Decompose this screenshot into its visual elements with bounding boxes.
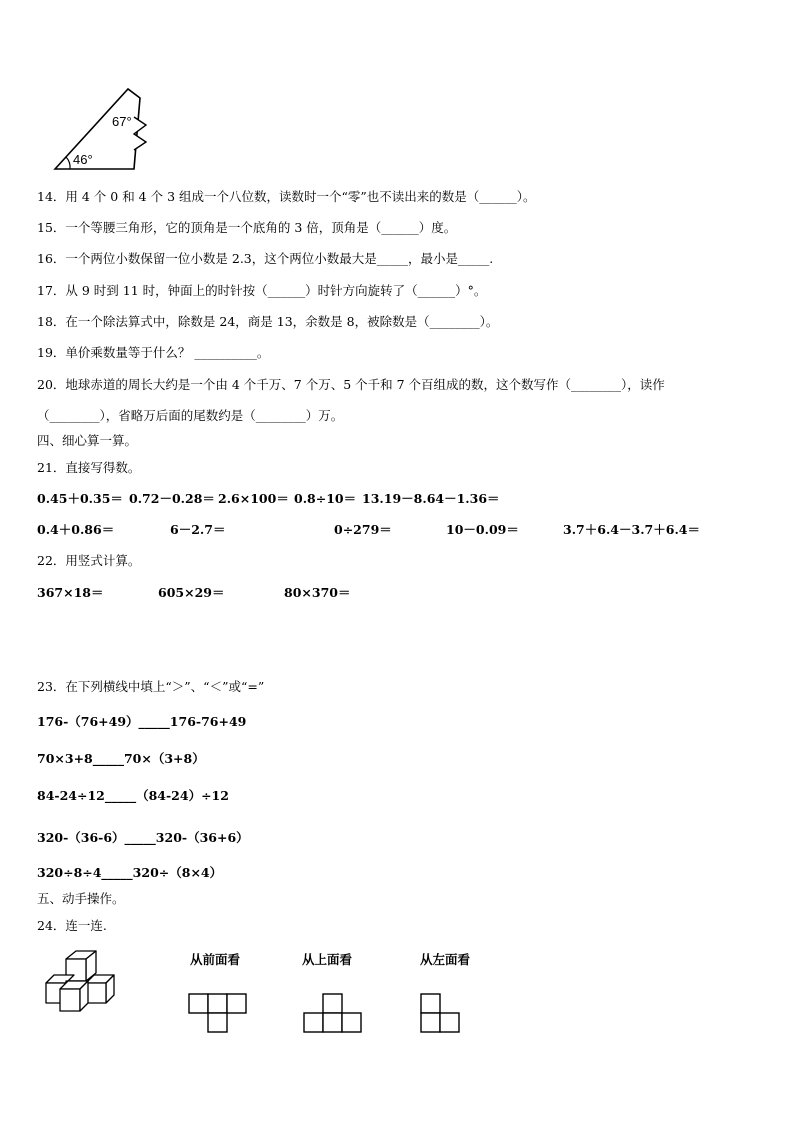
cube-stack-figure bbox=[40, 946, 140, 1026]
view-label-left: 从左面看 bbox=[420, 952, 471, 967]
calc-item: 0.4＋0.86＝ bbox=[37, 522, 115, 537]
vertical-calc-item: 367×18＝ bbox=[37, 585, 104, 600]
triangle-figure bbox=[50, 82, 180, 202]
view-shape-inverted-t bbox=[303, 993, 373, 1043]
question-20-line2: （________），省略万后面的尾数约是（________）万。 bbox=[37, 408, 344, 423]
compare-item: 84-24÷12_____（84-24）÷12 bbox=[37, 788, 229, 803]
calc-item: 0.8÷10＝ bbox=[294, 491, 357, 506]
vertical-calc-item: 605×29＝ bbox=[158, 585, 225, 600]
vertical-calc-item: 80×370＝ bbox=[284, 585, 351, 600]
triangle-outline bbox=[55, 89, 140, 169]
question-14: 14．用 4 个 0 和 4 个 3 组成一个八位数，读数时一个“零”也不读出来的数是（______）。 bbox=[37, 189, 536, 204]
calc-item: 0÷279＝ bbox=[334, 522, 392, 537]
question-17: 17．从 9 时到 11 时，钟面上的时针按（______）时针方向旋转了（______）°。 bbox=[37, 283, 487, 298]
torn-edge bbox=[134, 117, 146, 150]
view-shape-t bbox=[188, 993, 258, 1043]
view-shape-l bbox=[420, 993, 480, 1043]
compare-item: 70×3+8_____70×（3+8） bbox=[37, 751, 205, 766]
compare-item: 320-（36-6）_____320-（36+6） bbox=[37, 830, 249, 845]
question-21-title: 21．直接写得数。 bbox=[37, 460, 141, 475]
calc-item: 6－2.7＝ bbox=[170, 522, 226, 537]
compare-item: 320÷8÷4_____320÷（8×4） bbox=[37, 865, 223, 880]
calc-item: 13.19－8.64－1.36＝ bbox=[362, 491, 500, 506]
calc-item: 0.45＋0.35＝ bbox=[37, 491, 123, 506]
calc-item: 3.7＋6.4－3.7＋6.4＝ bbox=[563, 522, 700, 537]
question-23-title: 23．在下列横线中填上“＞”、“＜”或“=” bbox=[37, 679, 265, 694]
section-4-title: 四、细心算一算。 bbox=[37, 433, 138, 448]
question-24-title: 24．连一连. bbox=[37, 918, 107, 933]
question-22-title: 22．用竖式计算。 bbox=[37, 553, 141, 568]
angle-67-label: 67° bbox=[112, 114, 132, 129]
section-5-title: 五、动手操作。 bbox=[37, 891, 125, 906]
question-15: 15．一个等腰三角形，它的顶角是一个底角的 3 倍，顶角是（______）度。 bbox=[37, 220, 457, 235]
angle-arc-bottom bbox=[66, 157, 70, 169]
calc-item: 0.72－0.28＝ bbox=[129, 491, 215, 506]
question-16: 16．一个两位小数保留一位小数是 2.3，这个两位小数最大是_____，最小是_____. bbox=[37, 251, 494, 266]
angle-46-label: 46° bbox=[73, 152, 93, 167]
calc-item: 10－0.09＝ bbox=[446, 522, 519, 537]
calc-item: 2.6×100＝ bbox=[218, 491, 289, 506]
question-20-line1: 20．地球赤道的周长大约是一个由 4 个千万、7 个万、5 个千和 7 个百组成的数，这个数写作（________），读作 bbox=[37, 377, 665, 392]
question-19: 19．单价乘数量等于什么？ __________。 bbox=[37, 345, 270, 360]
compare-item: 176-（76+49）_____176-76+49 bbox=[37, 714, 247, 729]
view-label-front: 从前面看 bbox=[190, 952, 241, 967]
question-18: 18．在一个除法算式中，除数是 24，商是 13，余数是 8，被除数是（________）。 bbox=[37, 314, 499, 329]
view-label-top: 从上面看 bbox=[302, 952, 353, 967]
